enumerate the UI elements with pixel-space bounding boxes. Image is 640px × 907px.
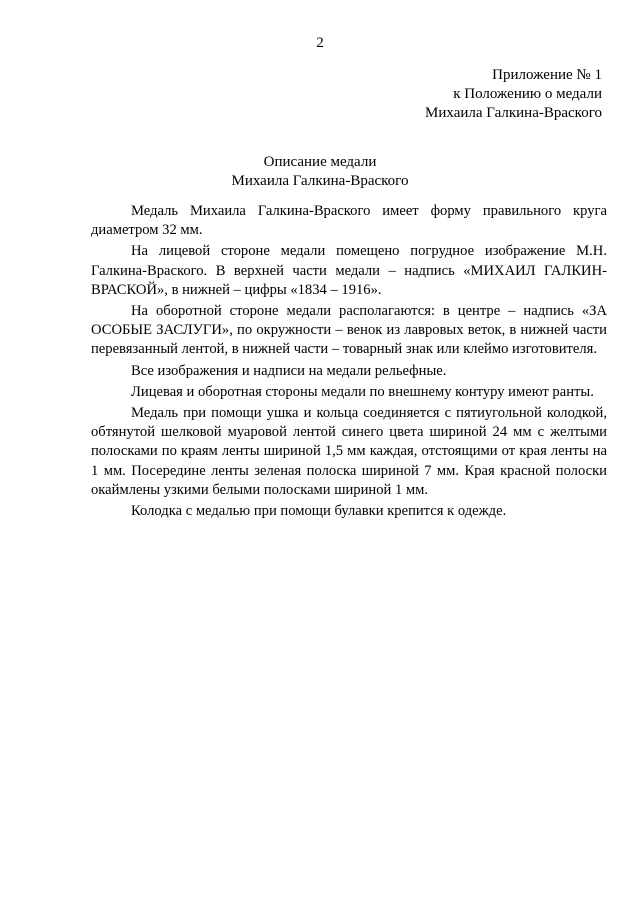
document-body bbox=[91, 202, 607, 523]
paragraph-rims: Лицевая и оборотная стороны медали по внешнему контуру имеют ранты. bbox=[131, 383, 594, 400]
paragraph-ribbon: Медаль при помощи ушка и кольца соединяется с пятиугольной колодкой, обтянутой шелковой муаровой лентой синего цвета шириной 24 мм с желтыми полосками по краям ленты шириной 1,5 мм каждая, отстоящими от края ленты на 1 мм. Посередине ленты зеленая полоска шириной 7 мм. Края красной полоски окаймлены узкими белыми полосками шириной 1 мм. bbox=[91, 405, 607, 498]
paragraph-reverse: На оборотной стороне медали располагаются: в центре – надпись «ЗА ОСОБЫЕ ЗАСЛУГИ», по окружности – венок из лавровых веток, в нижней части перевязанный лентой, в нижней части – товарный знак или клеймо изготовителя. bbox=[91, 303, 607, 358]
appendix-line-1: Приложение № 1 bbox=[492, 67, 602, 83]
paragraph-relief: Все изображения и надписи на медали рельефные. bbox=[131, 362, 447, 379]
appendix-line-2: к Положению о медали bbox=[453, 86, 602, 102]
title-line-1: Описание медали bbox=[263, 154, 377, 170]
appendix-header bbox=[425, 66, 602, 123]
paragraph-obverse: На лицевой стороне медали помещено погрудное изображение М.Н. Галкина-Враского. В верхней части медали – надпись «МИХАИЛ ГАЛКИН-ВРАСКОЙ», в нижней – цифры «1834 – 1916». bbox=[91, 243, 607, 298]
appendix-line-3: Михаила Галкина-Враского bbox=[425, 105, 602, 121]
page-number: 2 bbox=[316, 35, 324, 51]
paragraph-attachment: Колодка с медалью при помощи булавки крепится к одежде. bbox=[131, 503, 507, 520]
paragraph-shape: Медаль Михаила Галкина-Враского имеет форму правильного круга диаметром 32 мм. bbox=[91, 203, 607, 239]
document-title bbox=[0, 153, 640, 191]
title-line-2: Михаила Галкина-Враского bbox=[231, 173, 409, 189]
